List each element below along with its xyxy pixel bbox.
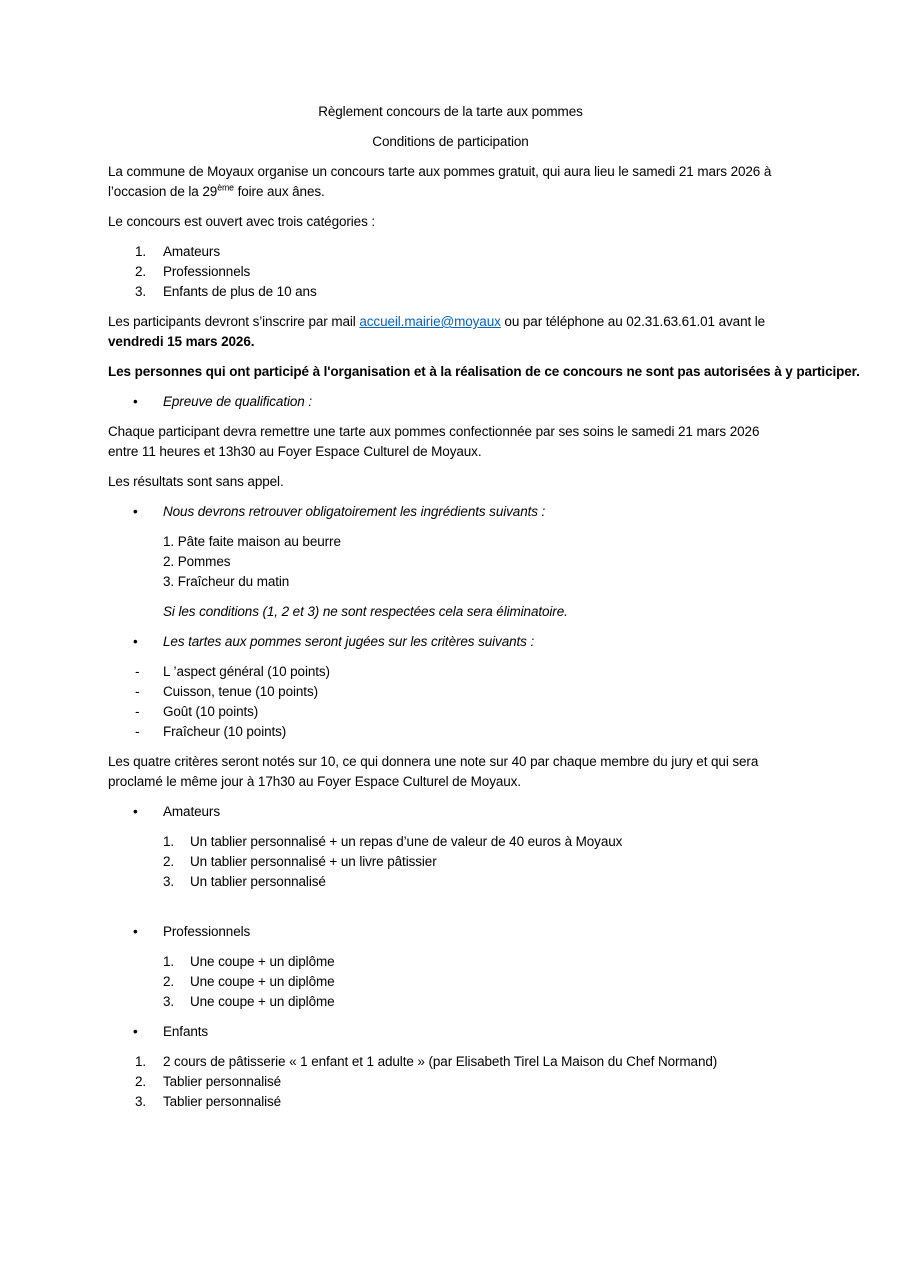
prize-text: Une coupe + un diplôme [190, 994, 335, 1009]
enfants-prize-list [108, 1052, 793, 1112]
ingredients-list [108, 532, 793, 592]
list-item [108, 262, 793, 282]
list-number-icon [135, 1092, 163, 1112]
amateurs-heading-text: Amateurs [163, 804, 220, 819]
qualification-heading [108, 392, 793, 412]
results-paragraph: Les résultats sont sans appel. [108, 474, 284, 489]
qualification-paragraph: Chaque participant devra remettre une tarte aux pommes confectionnée par ses soins le samedi 21 mars 2026 entre 11 heures et 13h30 au Foyer Espace Culturel de Moyaux. [108, 424, 760, 459]
qualification-heading-text: Epreuve de qualification : [163, 394, 312, 409]
document-subtitle: Conditions de participation [372, 134, 529, 149]
dash-icon [135, 682, 163, 702]
list-item [108, 1052, 793, 1072]
category-label: Amateurs [163, 244, 220, 259]
ingredient-text: 2. Pommes [163, 554, 231, 569]
category-label: Professionnels [163, 264, 251, 279]
criterion-text: L ’aspect général (10 points) [163, 664, 330, 679]
prize-text: Un tablier personnalisé + un repas d’une de valeur de 40 euros à Moyaux [190, 834, 623, 849]
categories-list [108, 242, 793, 302]
criteria-heading-text: Les tartes aux pommes seront jugées sur les critères suivants : [163, 634, 535, 649]
email-link[interactable]: accueil.mairie@moyaux [359, 314, 501, 329]
list-number-icon [135, 282, 163, 302]
prize-text: 2 cours de pâtisserie « 1 enfant et 1 adulte » (par Elisabeth Tirel La Maison du Chef Normand) [163, 1054, 718, 1069]
ingredients-heading-text: Nous devrons retrouver obligatoirement les ingrédients suivants : [163, 504, 546, 519]
category-label: Enfants de plus de 10 ans [163, 284, 317, 299]
list-item [108, 662, 793, 682]
list-item [108, 242, 793, 262]
list-item [108, 832, 793, 852]
list-number-icon [135, 1072, 163, 1092]
dash-icon [135, 722, 163, 742]
list-item [108, 872, 793, 892]
list-number-icon [163, 852, 190, 872]
professionnels-heading [108, 922, 793, 942]
list-item [108, 722, 793, 742]
dash-icon [135, 702, 163, 722]
scoring-paragraph: Les quatre critères seront notés sur 10, ce qui donnera une note sur 40 par chaque membre du jury et qui sera proclamé le même jour à 17h30 au Foyer Espace Culturel de Moyaux. [108, 754, 759, 789]
prize-text: Un tablier personnalisé [190, 874, 326, 889]
criteria-heading [108, 632, 793, 652]
prize-text: Un tablier personnalisé + un livre pâtissier [190, 854, 437, 869]
list-item [108, 682, 793, 702]
list-number-icon [163, 972, 190, 992]
list-item [163, 552, 793, 572]
elimination-note: Si les conditions (1, 2 et 3) ne sont respectées cela sera éliminatoire. [163, 604, 568, 619]
registration-text-middle: ou par téléphone au 02.31.63.61.01 avant le [500, 314, 766, 329]
list-item [108, 972, 793, 992]
list-item [108, 992, 793, 1012]
amateurs-heading [108, 802, 793, 822]
enfants-heading [108, 1022, 793, 1042]
list-number-icon [163, 832, 190, 852]
registration-text-start: Les participants devront s’inscrire par mail [108, 314, 360, 329]
prize-text: Tablier personnalisé [163, 1094, 282, 1109]
intro-text-start: La commune de Moyaux organise un concours tarte aux pommes gratuit, qui aura lieu le samedi 21 mars 2026 à l’occasion de la 29 [108, 164, 772, 199]
list-number-icon [135, 242, 163, 262]
dash-icon [135, 662, 163, 682]
bullet-icon [133, 922, 163, 942]
exclusion-paragraph: Les personnes qui ont participé à l'organisation et à la réalisation de ce concours ne sont pas autorisées à y participer. [108, 364, 860, 379]
enfants-heading-text: Enfants [163, 1024, 209, 1039]
bullet-icon [133, 1022, 163, 1042]
list-number-icon [135, 262, 163, 282]
intro-text-end: foire aux ânes. [233, 184, 325, 199]
ordinal-superscript: ème [217, 182, 234, 193]
criteria-list [108, 662, 793, 742]
list-item [108, 1092, 793, 1112]
list-item [108, 1072, 793, 1092]
registration-deadline: vendredi 15 mars 2026. [108, 334, 255, 349]
bullet-icon [133, 502, 163, 522]
list-number-icon [163, 952, 190, 972]
bullet-icon [133, 632, 163, 652]
professionnels-heading-text: Professionnels [163, 924, 251, 939]
prize-text: Une coupe + un diplôme [190, 974, 335, 989]
ingredient-text: 1. Pâte faite maison au beurre [163, 534, 341, 549]
prize-text: Tablier personnalisé [163, 1074, 282, 1089]
list-item [108, 702, 793, 722]
list-item [108, 952, 793, 972]
list-number-icon [163, 992, 190, 1012]
amateurs-prize-list [108, 832, 793, 892]
bullet-icon [133, 802, 163, 822]
list-item [163, 572, 793, 592]
prize-text: Une coupe + un diplôme [190, 954, 335, 969]
list-number-icon [163, 872, 190, 892]
list-item [108, 282, 793, 302]
list-item [108, 852, 793, 872]
criterion-text: Cuisson, tenue (10 points) [163, 684, 318, 699]
registration-paragraph [108, 312, 793, 352]
professionnels-prize-list [108, 952, 793, 1012]
document-title: Règlement concours de la tarte aux pommes [318, 104, 583, 119]
categories-intro: Le concours est ouvert avec trois catégories : [108, 214, 376, 229]
intro-paragraph [108, 162, 793, 202]
ingredients-heading [108, 502, 793, 522]
list-number-icon [135, 1052, 163, 1072]
list-item [163, 532, 793, 552]
criterion-text: Goût (10 points) [163, 704, 259, 719]
ingredient-text: 3. Fraîcheur du matin [163, 574, 290, 589]
criterion-text: Fraîcheur (10 points) [163, 724, 287, 739]
bullet-icon [133, 392, 163, 412]
